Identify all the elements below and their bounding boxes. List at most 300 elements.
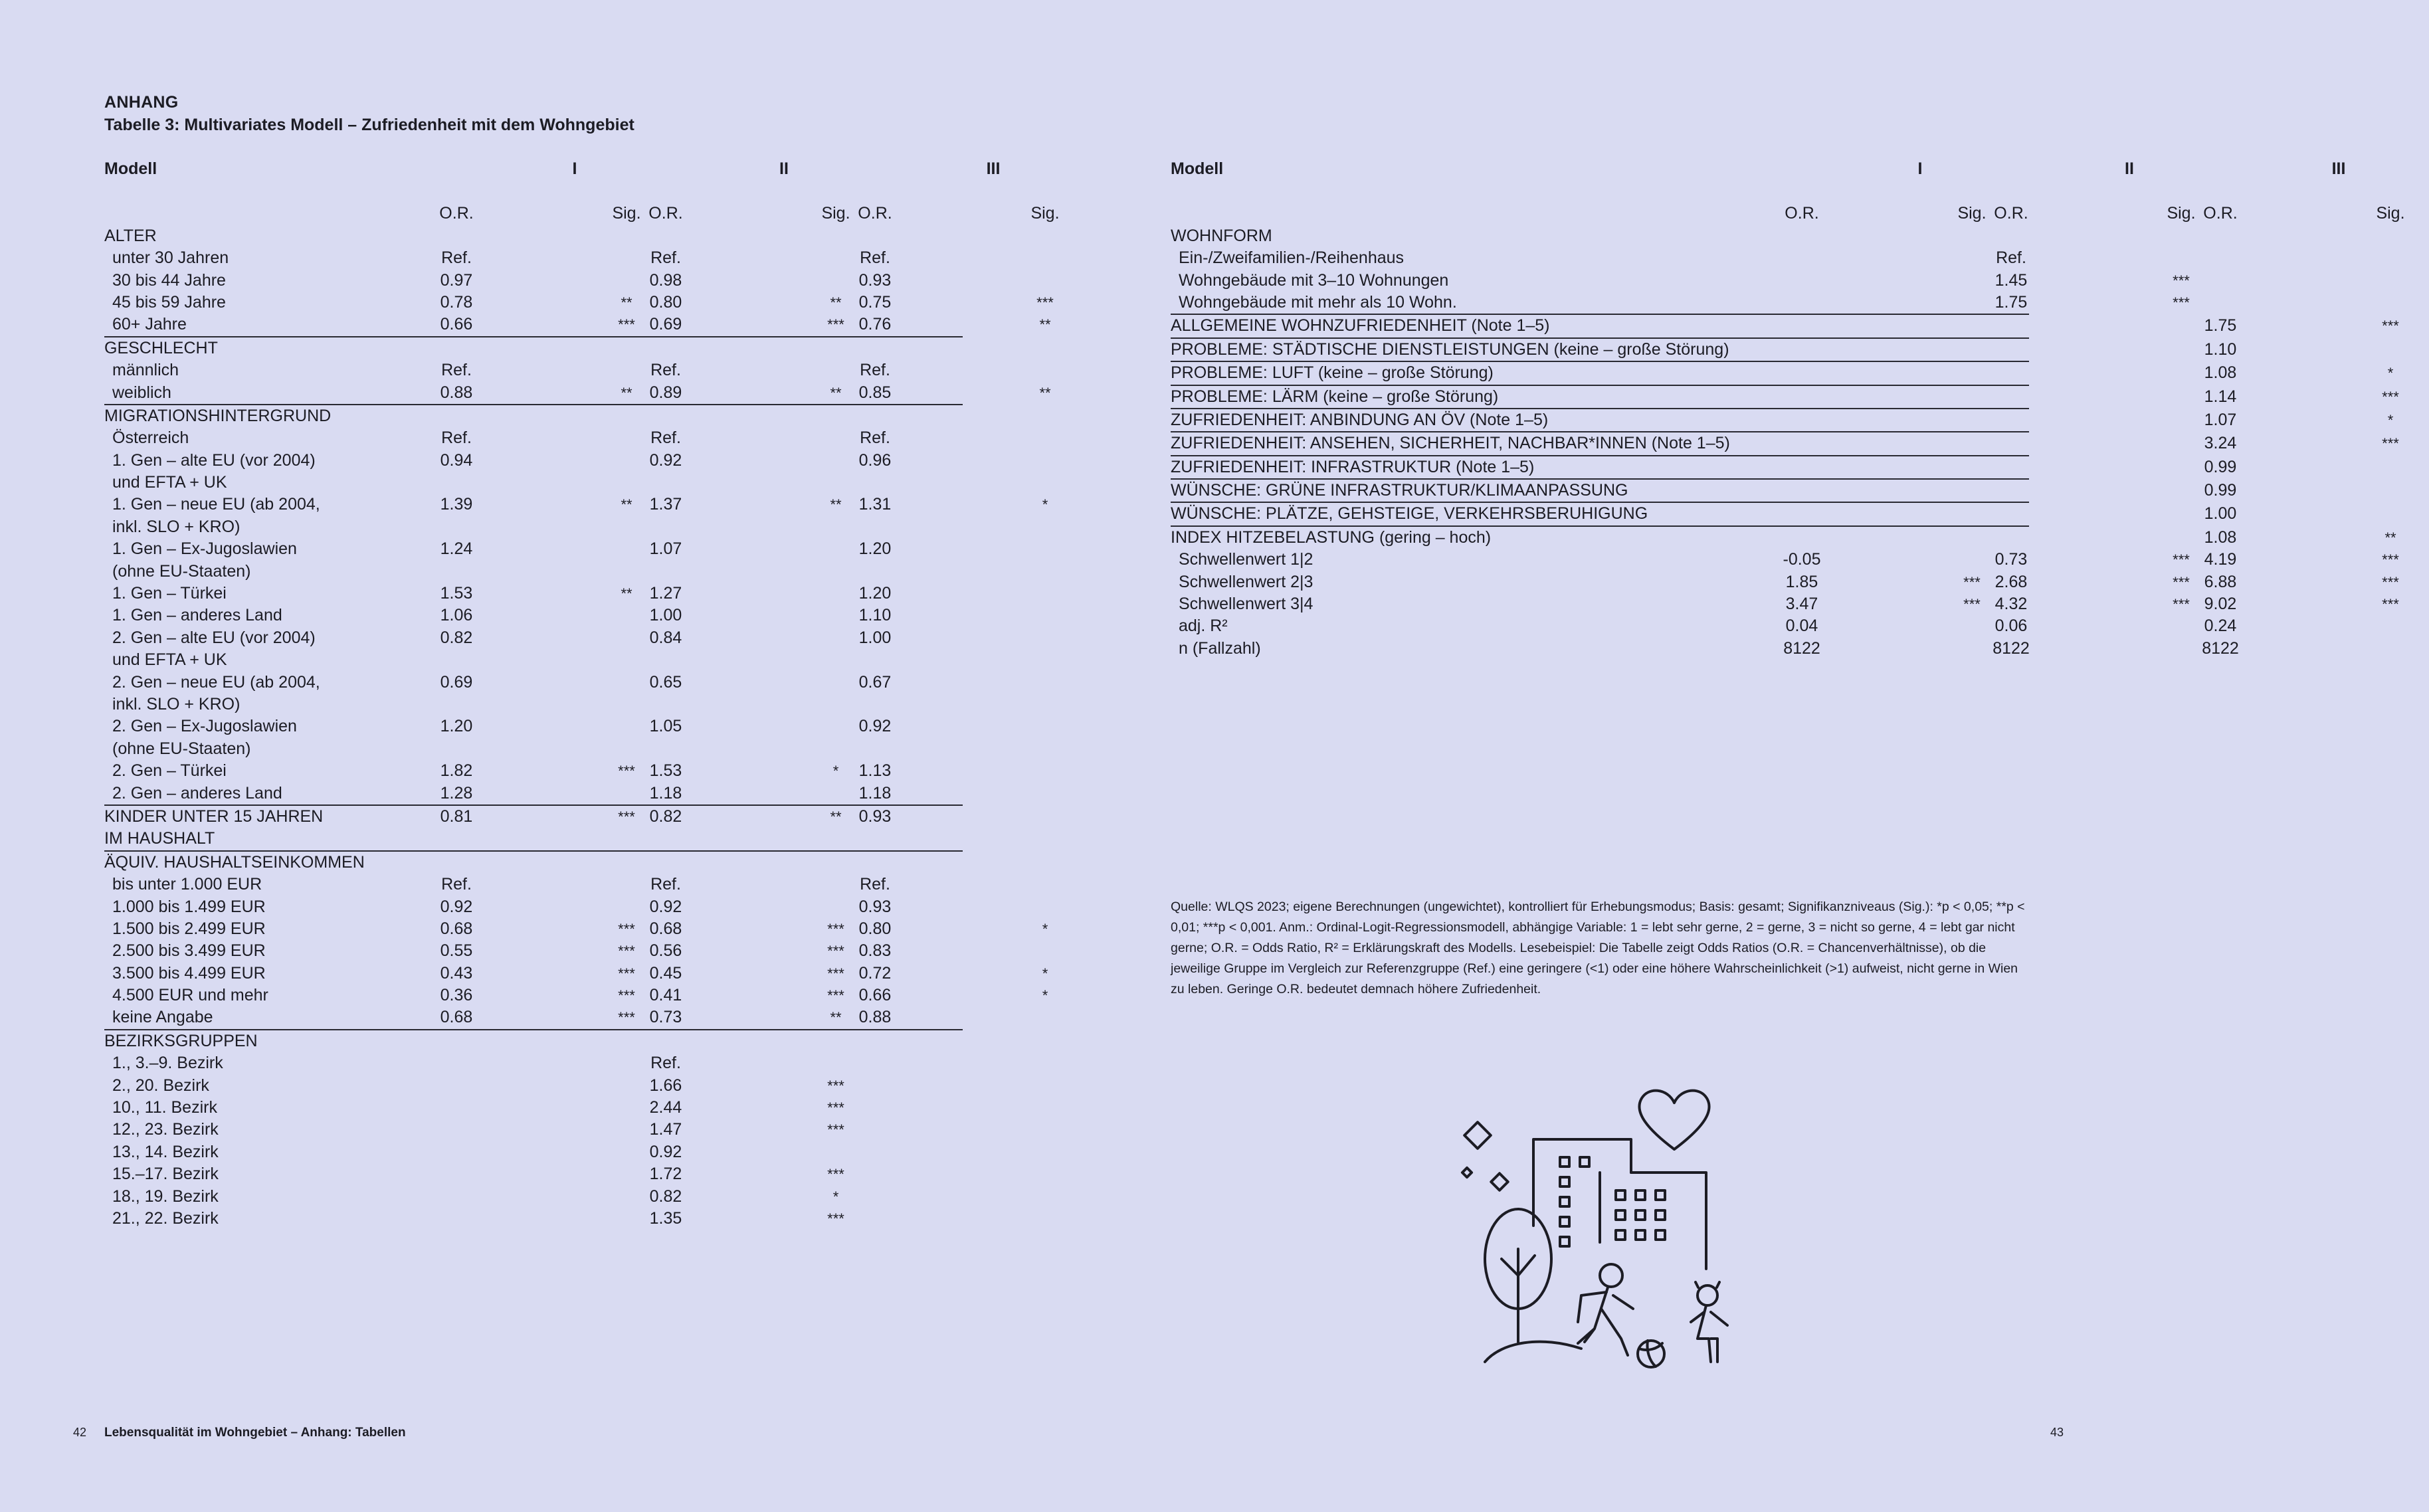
group-label: BEZIRKSGRUPPEN bbox=[104, 1031, 258, 1050]
table-row bbox=[104, 715, 963, 737]
table-title: Tabelle 3: Multivariates Modell – Zufriedenheit mit dem Wohngebiet bbox=[104, 116, 634, 134]
group-heading-row bbox=[1171, 527, 2396, 549]
sig-value: * bbox=[2387, 365, 2394, 382]
or-value: 1.06 bbox=[440, 606, 473, 625]
or-header: O.R. bbox=[439, 204, 474, 223]
or-value: 0.82 bbox=[440, 628, 473, 647]
or-value: 1.05 bbox=[649, 717, 682, 736]
sig-header: Sig. bbox=[1030, 204, 1060, 223]
or-value: 0.72 bbox=[858, 963, 892, 983]
sig-value: *** bbox=[2173, 551, 2190, 569]
table-row bbox=[104, 247, 963, 269]
row-label: n (Fallzahl) bbox=[1179, 638, 1261, 658]
model-i-label: I bbox=[1917, 159, 1923, 178]
or-value: Ref. bbox=[650, 428, 681, 448]
or-value: 1.08 bbox=[2204, 527, 2237, 547]
row-label: 2. Gen – anderes Land bbox=[112, 783, 282, 803]
or-value: 0.73 bbox=[649, 1008, 682, 1027]
or-value: 1.45 bbox=[1994, 270, 2028, 290]
model-iii-label: III bbox=[986, 159, 1001, 178]
sig-value: * bbox=[1042, 920, 1048, 937]
or-value: Ref. bbox=[441, 428, 472, 448]
sig-value: * bbox=[2387, 411, 2394, 428]
table-row bbox=[104, 314, 1051, 335]
or-value: 1.75 bbox=[1994, 292, 2028, 312]
sig-value: * bbox=[832, 763, 839, 780]
sig-value: * bbox=[1042, 496, 1048, 514]
modell-label: Modell bbox=[1171, 159, 1224, 178]
row-label: 18., 19. Bezirk bbox=[112, 1186, 219, 1206]
sig-value: *** bbox=[618, 808, 635, 825]
row-label: 21., 22. Bezirk bbox=[112, 1208, 219, 1228]
or-value: 0.93 bbox=[858, 270, 892, 290]
sig-value: *** bbox=[618, 965, 635, 982]
group-label: PROBLEME: LÄRM (keine – große Störung) bbox=[1171, 387, 1499, 406]
or-value: 0.99 bbox=[2204, 481, 2237, 500]
or-value: 1.35 bbox=[649, 1208, 682, 1228]
row-label: inkl. SLO + KRO) bbox=[112, 694, 241, 713]
section-kicker: ANHANG bbox=[104, 93, 179, 112]
or-value: 0.93 bbox=[858, 806, 892, 826]
sig-value: *** bbox=[1036, 294, 1054, 311]
or-value: 1.00 bbox=[2204, 504, 2237, 523]
or-value: 0.94 bbox=[440, 450, 473, 470]
group-heading-row bbox=[1171, 480, 2237, 502]
sig-value: * bbox=[832, 1188, 839, 1205]
sig-value: *** bbox=[2173, 272, 2190, 289]
table-row bbox=[104, 450, 963, 472]
or-value: 2.68 bbox=[1994, 572, 2028, 591]
or-value: -0.05 bbox=[1783, 550, 1821, 569]
or-value: 6.88 bbox=[2204, 572, 2237, 591]
girl-icon bbox=[1698, 1285, 1717, 1305]
group-label: IM HAUSHALT bbox=[104, 829, 215, 848]
row-label: 2. Gen – Ex-Jugoslawien bbox=[112, 717, 297, 736]
sig-value: * bbox=[1042, 987, 1048, 1004]
group-heading-row bbox=[1171, 315, 2399, 337]
group-label: PROBLEME: LUFT (keine – große Störung) bbox=[1171, 363, 1494, 383]
left-table bbox=[104, 158, 1060, 1230]
or-value: 0.73 bbox=[1994, 550, 2028, 569]
or-value: 1.24 bbox=[440, 539, 473, 559]
row-label: 12., 23. Bezirk bbox=[112, 1120, 219, 1139]
group-label: INDEX HITZEBELASTUNG (gering – hoch) bbox=[1171, 527, 1492, 547]
or-value: 1.28 bbox=[440, 783, 473, 803]
sig-header: Sig. bbox=[1957, 204, 1987, 223]
group-heading-row bbox=[104, 806, 963, 828]
or-value: 3.47 bbox=[1785, 595, 1818, 614]
model-ii-label: II bbox=[779, 159, 789, 178]
table-row bbox=[104, 494, 1048, 516]
sig-value: ** bbox=[621, 294, 632, 311]
sig-value: *** bbox=[2173, 294, 2190, 311]
row-label: adj. R² bbox=[1179, 616, 1228, 636]
table-row bbox=[1171, 292, 2190, 314]
or-value: 0.66 bbox=[440, 315, 473, 334]
table-row bbox=[104, 1119, 963, 1141]
sig-value: *** bbox=[827, 987, 844, 1004]
group-heading-row bbox=[104, 852, 963, 874]
table-row bbox=[104, 985, 1048, 1006]
or-header: O.R. bbox=[858, 204, 892, 223]
or-value: 0.99 bbox=[2204, 457, 2237, 476]
or-value: 0.92 bbox=[649, 1142, 682, 1161]
or-value: 1.27 bbox=[649, 584, 682, 603]
row-label: Schwellenwert 3|4 bbox=[1179, 595, 1313, 614]
table-row bbox=[104, 896, 963, 918]
or-value: Ref. bbox=[650, 875, 681, 894]
table-row bbox=[104, 1006, 963, 1028]
table-row bbox=[104, 583, 963, 605]
group-heading-row bbox=[1171, 503, 2237, 525]
group-heading-row bbox=[1171, 409, 2394, 431]
row-label: 1., 3.–9. Bezirk bbox=[112, 1054, 223, 1073]
table-row bbox=[104, 783, 963, 804]
or-value: 0.69 bbox=[649, 315, 682, 334]
or-value: Ref. bbox=[650, 248, 681, 268]
group-label: MIGRATIONSHINTERGRUND bbox=[104, 406, 332, 425]
table-row bbox=[104, 516, 963, 538]
or-value: 0.96 bbox=[858, 450, 892, 470]
or-value: 3.24 bbox=[2204, 434, 2237, 453]
or-value: 1.37 bbox=[649, 495, 682, 514]
table-row bbox=[1171, 549, 2399, 571]
table-note: Quelle: WLQS 2023; eigene Berechnungen (ungewichtet), kontrolliert für Erhebungsmodus; Basis: gesamt; Signifikanzniveaus (Sig.): *p < 0,05; **p < 0,01; ***p < 0,001. Anm.: Ordinal-Logit-Regressionsmodell, abhängige Variable: 1 = lebt sehr gerne, 2 = gerne, 3 = nicht so gerne, 4 = lebt gar nicht gerne; O.R. = Odds Ratio, R² = Erklärungskraft des Modells. Lesebeispiel: Die Tabelle zeigt Odds Ratios (O.R. = Chancenverhältnisse), ob die jeweilige Gruppe im Vergleich zur Referenzgruppe (Ref.) eine geringere (<1) oder eine höhere Wahrscheinlichkeit (>1) aufweist, nicht gerne in Wien zu leben. Geringe O.R. bedeutet demnach höhere Zufriedenheit. bbox=[1171, 899, 2025, 996]
or-value: 0.88 bbox=[858, 1008, 892, 1027]
group-heading-row bbox=[104, 828, 963, 850]
row-label: inkl. SLO + KRO) bbox=[112, 517, 241, 536]
sig-value: *** bbox=[827, 1121, 844, 1139]
or-value: 9.02 bbox=[2204, 595, 2237, 614]
or-value: 0.93 bbox=[858, 897, 892, 916]
table-row bbox=[104, 1141, 963, 1163]
table-row bbox=[104, 1186, 963, 1208]
heart-icon bbox=[1639, 1091, 1709, 1149]
sig-value: ** bbox=[2384, 529, 2396, 546]
sig-value: ** bbox=[830, 496, 842, 514]
or-value: 0.92 bbox=[858, 717, 892, 736]
or-value: Ref. bbox=[650, 361, 681, 380]
model-iii-label: III bbox=[2331, 159, 2346, 178]
sig-value: ** bbox=[830, 384, 842, 401]
sig-value: *** bbox=[2382, 551, 2399, 569]
sig-value: *** bbox=[2382, 573, 2399, 591]
row-label: 60+ Jahre bbox=[112, 315, 187, 334]
or-value: 1.82 bbox=[440, 761, 473, 781]
sig-header: Sig. bbox=[2167, 204, 2196, 223]
or-value: 1.39 bbox=[440, 495, 473, 514]
or-value: 1.85 bbox=[1785, 572, 1818, 591]
or-value: 1.08 bbox=[2204, 363, 2237, 383]
sig-value: ** bbox=[1039, 316, 1051, 333]
table-row bbox=[1171, 571, 2399, 593]
or-value: 0.85 bbox=[858, 383, 892, 402]
or-header: O.R. bbox=[648, 204, 683, 223]
or-value: 8122 bbox=[2202, 638, 2239, 658]
or-value: 8122 bbox=[1992, 638, 2030, 658]
sig-value: ** bbox=[830, 1009, 842, 1026]
right-table bbox=[1171, 158, 2405, 660]
table-row bbox=[104, 918, 1048, 940]
row-label: 45 bis 59 Jahre bbox=[112, 292, 226, 312]
group-heading-row bbox=[1171, 456, 2237, 478]
group-heading-row bbox=[104, 405, 963, 427]
or-value: Ref. bbox=[650, 1054, 681, 1073]
sig-value: *** bbox=[2173, 596, 2190, 613]
or-value: 0.66 bbox=[858, 986, 892, 1005]
row-label: keine Angabe bbox=[112, 1008, 213, 1027]
or-value: 0.84 bbox=[649, 628, 682, 647]
or-value: Ref. bbox=[441, 875, 472, 894]
or-value: 1.66 bbox=[649, 1076, 682, 1095]
or-value: 0.81 bbox=[440, 806, 473, 826]
row-label: 1.000 bis 1.499 EUR bbox=[112, 897, 266, 916]
or-value: 0.80 bbox=[649, 292, 682, 312]
sig-value: *** bbox=[2382, 435, 2399, 452]
or-value: 0.67 bbox=[858, 672, 892, 692]
or-value: 1.53 bbox=[649, 761, 682, 781]
or-value: 1.00 bbox=[649, 606, 682, 625]
table-row bbox=[1171, 247, 2029, 269]
table-row bbox=[104, 738, 963, 760]
or-value: 0.88 bbox=[440, 383, 473, 402]
diamond-icon bbox=[1462, 1168, 1472, 1177]
group-label: ALLGEMEINE WOHNZUFRIEDENHEIT (Note 1–5) bbox=[1171, 316, 1550, 335]
or-value: 1.20 bbox=[858, 584, 892, 603]
sig-value: ** bbox=[621, 585, 632, 603]
row-label: unter 30 Jahren bbox=[112, 248, 229, 268]
group-heading-row bbox=[1171, 225, 2029, 247]
or-value: 0.89 bbox=[649, 383, 682, 402]
table-row bbox=[1171, 638, 2239, 660]
or-header: O.R. bbox=[1785, 204, 1819, 223]
row-label: 2. Gen – neue EU (ab 2004, bbox=[112, 672, 320, 692]
or-value: 1.31 bbox=[858, 495, 892, 514]
model-header-row bbox=[104, 158, 1001, 180]
or-header: O.R. bbox=[2203, 204, 2238, 223]
group-label: ALTER bbox=[104, 226, 157, 245]
row-label: 1. Gen – Ex-Jugoslawien bbox=[112, 539, 297, 559]
sig-value: *** bbox=[827, 1099, 844, 1117]
model-ii-label: II bbox=[2125, 159, 2134, 178]
row-label: 1. Gen – Türkei bbox=[112, 584, 227, 603]
subheader-row bbox=[104, 203, 1060, 225]
row-label: bis unter 1.000 EUR bbox=[112, 875, 262, 894]
sig-value: *** bbox=[1963, 596, 1981, 613]
or-value: Ref. bbox=[441, 248, 472, 268]
or-value: 1.53 bbox=[440, 584, 473, 603]
table-row bbox=[104, 694, 963, 715]
or-value: 0.65 bbox=[649, 672, 682, 692]
or-value: 1.20 bbox=[440, 717, 473, 736]
or-value: 8122 bbox=[1783, 638, 1820, 658]
row-label: 1. Gen – neue EU (ab 2004, bbox=[112, 495, 320, 514]
sig-header: Sig. bbox=[2376, 204, 2405, 223]
row-label: männlich bbox=[112, 361, 179, 380]
or-value: Ref. bbox=[860, 361, 890, 380]
table-row bbox=[104, 1075, 963, 1097]
table-row bbox=[104, 538, 963, 560]
sig-value: *** bbox=[827, 1166, 844, 1183]
or-value: 0.68 bbox=[649, 919, 682, 938]
or-value: 0.80 bbox=[858, 919, 892, 938]
or-value: 0.92 bbox=[649, 897, 682, 916]
sig-value: *** bbox=[2173, 573, 2190, 591]
row-label: 2. Gen – alte EU (vor 2004) bbox=[112, 628, 316, 647]
table-row bbox=[104, 382, 1051, 404]
or-value: 1.13 bbox=[858, 761, 892, 781]
or-header: O.R. bbox=[1994, 204, 2028, 223]
row-label: (ohne EU-Staaten) bbox=[112, 561, 251, 581]
group-heading-row bbox=[1171, 362, 2394, 384]
model-i-label: I bbox=[572, 159, 577, 178]
group-label: KINDER UNTER 15 JAHREN bbox=[104, 806, 324, 826]
sig-value: ** bbox=[621, 384, 632, 401]
or-value: 0.97 bbox=[440, 270, 473, 290]
sig-value: *** bbox=[827, 943, 844, 960]
sig-value: ** bbox=[621, 496, 632, 514]
or-value: 0.41 bbox=[649, 986, 682, 1005]
or-value: 0.83 bbox=[858, 941, 892, 961]
footer-running-title: Lebensqualität im Wohngebiet – Anhang: Tabellen bbox=[104, 1426, 406, 1440]
row-label: 1. Gen – anderes Land bbox=[112, 606, 282, 625]
row-label: Schwellenwert 1|2 bbox=[1179, 550, 1313, 569]
row-label: 3.500 bis 4.499 EUR bbox=[112, 963, 266, 983]
row-label: Schwellenwert 2|3 bbox=[1179, 572, 1313, 591]
table-row bbox=[104, 1208, 963, 1230]
sig-value: *** bbox=[618, 763, 635, 780]
table-row bbox=[104, 627, 963, 649]
or-value: 1.47 bbox=[649, 1120, 682, 1139]
or-value: 0.92 bbox=[440, 897, 473, 916]
sig-value: *** bbox=[827, 1210, 844, 1227]
or-value: 1.18 bbox=[858, 783, 892, 803]
subheader-row bbox=[1171, 203, 2405, 225]
or-value: 0.92 bbox=[649, 450, 682, 470]
sig-value: ** bbox=[830, 294, 842, 311]
table-row bbox=[104, 760, 963, 782]
or-value: 1.72 bbox=[649, 1165, 682, 1184]
or-value: 1.10 bbox=[858, 606, 892, 625]
group-heading-row bbox=[1171, 339, 2237, 361]
or-value: 0.78 bbox=[440, 292, 473, 312]
table-row bbox=[104, 649, 963, 671]
or-value: 1.75 bbox=[2204, 316, 2237, 335]
sig-value: * bbox=[1042, 965, 1048, 982]
table-row bbox=[1171, 270, 2190, 292]
table-row bbox=[1171, 593, 2399, 615]
table-row bbox=[1171, 615, 2237, 637]
sig-value: *** bbox=[2382, 318, 2399, 335]
or-value: 0.82 bbox=[649, 806, 682, 826]
sig-value: *** bbox=[827, 316, 844, 333]
group-heading-row bbox=[104, 1030, 963, 1052]
or-value: 0.75 bbox=[858, 292, 892, 312]
table-row bbox=[104, 270, 963, 292]
sig-value: *** bbox=[1963, 573, 1981, 591]
or-value: 0.36 bbox=[440, 986, 473, 1005]
sig-value: *** bbox=[618, 987, 635, 1004]
neighborhood-illustration bbox=[1448, 1076, 1754, 1382]
group-heading-row bbox=[104, 225, 963, 247]
table-row bbox=[104, 472, 963, 494]
or-value: 0.06 bbox=[1994, 616, 2028, 636]
sig-value: ** bbox=[830, 808, 842, 825]
diamond-icon bbox=[1491, 1173, 1507, 1190]
row-label: Wohngebäude mit mehr als 10 Wohn. bbox=[1179, 292, 1457, 312]
modell-label: Modell bbox=[104, 159, 157, 178]
or-value: Ref. bbox=[860, 428, 890, 448]
group-label: ZUFRIEDENHEIT: INFRASTRUKTUR (Note 1–5) bbox=[1171, 457, 1535, 476]
or-value: 1.07 bbox=[2204, 410, 2237, 429]
or-value: Ref. bbox=[860, 875, 890, 894]
row-label: 15.–17. Bezirk bbox=[112, 1165, 219, 1184]
or-value: 0.82 bbox=[649, 1186, 682, 1206]
diamond-icon bbox=[1464, 1122, 1491, 1149]
child-icon bbox=[1600, 1264, 1622, 1287]
sig-value: *** bbox=[827, 1077, 844, 1094]
or-value: 1.00 bbox=[858, 628, 892, 647]
or-value: 1.14 bbox=[2204, 387, 2237, 406]
row-label: 30 bis 44 Jahre bbox=[112, 270, 226, 290]
row-label: Wohngebäude mit 3–10 Wohnungen bbox=[1179, 270, 1449, 290]
row-label: 2.500 bis 3.499 EUR bbox=[112, 941, 266, 961]
or-value: 1.10 bbox=[2204, 339, 2237, 359]
or-value: 0.43 bbox=[440, 963, 473, 983]
or-value: Ref. bbox=[441, 361, 472, 380]
row-label: 1.500 bis 2.499 EUR bbox=[112, 919, 266, 938]
or-value: 4.19 bbox=[2204, 550, 2237, 569]
or-value: 1.07 bbox=[649, 539, 682, 559]
or-value: 0.98 bbox=[649, 270, 682, 290]
row-label: 4.500 EUR und mehr bbox=[112, 986, 268, 1005]
model-header-row bbox=[1171, 158, 2346, 180]
group-label: WÜNSCHE: PLÄTZE, GEHSTEIGE, VERKEHRSBERUHIGUNG bbox=[1171, 504, 1648, 523]
group-label: ZUFRIEDENHEIT: ANBINDUNG AN ÖV (Note 1–5) bbox=[1171, 410, 1549, 429]
table-row bbox=[104, 874, 963, 896]
group-label: WÜNSCHE: GRÜNE INFRASTRUKTUR/KLIMAANPASSUNG bbox=[1171, 481, 1628, 500]
group-label: PROBLEME: STÄDTISCHE DIENSTLEISTUNGEN (keine – große Störung) bbox=[1171, 339, 1729, 359]
or-value: 0.69 bbox=[440, 672, 473, 692]
table-row bbox=[104, 1097, 963, 1119]
sig-value: *** bbox=[618, 316, 635, 333]
or-value: Ref. bbox=[860, 248, 890, 268]
group-heading-row bbox=[104, 337, 963, 359]
sig-value: *** bbox=[618, 920, 635, 937]
group-heading-row bbox=[1171, 432, 2399, 454]
row-label: Ein-/Zweifamilien-/Reihenhaus bbox=[1179, 248, 1405, 268]
row-label: (ohne EU-Staaten) bbox=[112, 739, 251, 758]
or-value: 4.32 bbox=[1994, 595, 2028, 614]
table-row bbox=[104, 1163, 963, 1185]
sig-header: Sig. bbox=[821, 204, 850, 223]
or-value: Ref. bbox=[1996, 248, 2026, 268]
row-label: 2. Gen – Türkei bbox=[112, 761, 227, 781]
table-row bbox=[104, 561, 963, 583]
row-label: Österreich bbox=[112, 428, 189, 448]
or-value: 0.24 bbox=[2204, 616, 2237, 636]
group-label: GESCHLECHT bbox=[104, 338, 218, 357]
or-value: 0.45 bbox=[649, 963, 682, 983]
row-label: und EFTA + UK bbox=[112, 473, 227, 492]
row-label: und EFTA + UK bbox=[112, 650, 227, 670]
sig-value: ** bbox=[1039, 384, 1051, 401]
table-row bbox=[104, 672, 963, 694]
row-label: 13., 14. Bezirk bbox=[112, 1142, 219, 1161]
sig-value: *** bbox=[827, 920, 844, 937]
sig-value: *** bbox=[618, 943, 635, 960]
group-label: ZUFRIEDENHEIT: ANSEHEN, SICHERHEIT, NACHBAR*INNEN (Note 1–5) bbox=[1171, 434, 1730, 453]
